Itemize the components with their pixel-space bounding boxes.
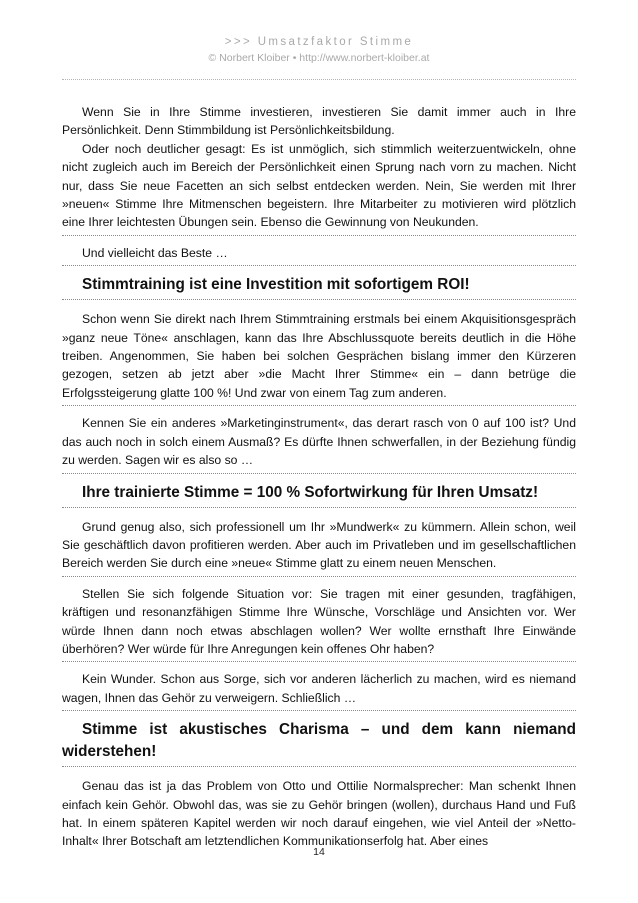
paragraph-5: Kennen Sie ein anderes »Marketinginstrument«, das derart rasch von 0 auf 100 ist? Und das auch noch in solch einem Ausmaß? Es dürfte Ihnen schwerfallen, in der Beziehung fündig zu werden. Sagen wir es also so … bbox=[62, 414, 576, 473]
page-body bbox=[62, 103, 576, 851]
page-number: 14 bbox=[313, 846, 325, 858]
page-header bbox=[62, 35, 576, 65]
paragraph-3: Und vielleicht das Beste … bbox=[62, 244, 576, 266]
paragraph-6: Grund genug also, sich professionell um Ihr »Mundwerk« zu kümmern. Allein schon, weil Sie geschäftlich davon profitieren werden. Aber auch im Privatleben und im gesellschaftlichen Bereich werden Sie durch eine »neue« Stimme glatt zu einem neuen Menschen. bbox=[62, 518, 576, 577]
section-heading-2: Ihre trainierte Stimme = 100 % Sofortwirkung für Ihren Umsatz! bbox=[62, 482, 576, 508]
paragraph-7: Stellen Sie sich folgende Situation vor: Sie tragen mit einer gesunden, tragfähigen, kräftigen und resonanzfähigen Stimme Ihre Wünsche, Vorschläge und Ansichten vor. Wer würde Ihnen dann noch etwas abschlagen wollen? Wer wollte ernsthaft Ihre Einwände überhören? Wer würde für Ihre Anregungen kein offenes Ohr haben? bbox=[62, 585, 576, 663]
paragraph-2: Oder noch deutlicher gesagt: Es ist unmöglich, sich stimmlich weiterzuentwickeln, ohne nicht zugleich auch im Bereich der Persönlichkeit einen Sprung nach vorn zu machen. Nicht nur, dass Sie neue Facetten an sich selbst entdecken werden. Nein, Sie werden mit Ihrer »neuen« Stimme Ihre Mitmenschen begeistern. Ihre Mitarbeiter zu motivieren wird plötzlich eine Ihrer leichtesten Übungen sein. Ebenso die Gewinnung von Neukunden. bbox=[62, 140, 576, 236]
paragraph-9: Genau das ist ja das Problem von Otto und Ottilie Normalsprecher: Man schenkt Ihnen einfach kein Gehör. Obwohl das, was sie zu Gehör bringen (wollen), durchaus Hand und Fuß hat. In einem späteren Kapitel werden wir noch darauf eingehen, wie viel Anteil der »Netto-Inhalt« Ihrer Botschaft am letztendlichen Kommunikationserfolg hat. Aber eines bbox=[62, 779, 576, 849]
section-heading-3: Stimme ist akustisches Charisma – und dem kann niemand widerstehen! bbox=[62, 719, 576, 767]
paragraph-4: Schon wenn Sie direkt nach Ihrem Stimmtraining erstmals bei einem Akquisitionsgespräch »ganz neue Töne« anschlagen, kann das Ihre Abschlussquote bereits deutlich in die Höhe treiben. Angenommen, Sie haben bei solchen Gesprächen bislang immer den Kürzeren gezogen, setzen ab jetzt aber »die Macht Ihrer Stimme« ein – dann betrüge die Erfolgssteigerung glatte 100 %! Und zwar von einem Tag zum anderen. bbox=[62, 310, 576, 406]
series-title: >>> Umsatzfaktor Stimme bbox=[224, 36, 414, 48]
copyright-line: © Norbert Kloiber • http://www.norbert-kloiber.at bbox=[208, 52, 430, 64]
section-heading-1: Stimmtraining ist eine Investition mit sofortigem ROI! bbox=[62, 274, 576, 300]
header-divider bbox=[62, 79, 576, 80]
paragraph-8: Kein Wunder. Schon aus Sorge, sich vor anderen lächerlich zu machen, wird es niemand wagen, Ihnen das Gehör zu verweigern. Schließlich … bbox=[62, 670, 576, 711]
paragraph-1: Wenn Sie in Ihre Stimme investieren, investieren Sie damit immer auch in Ihre Persönlichkeit. Denn Stimmbildung ist Persönlichkeitsbildung. bbox=[62, 105, 576, 138]
